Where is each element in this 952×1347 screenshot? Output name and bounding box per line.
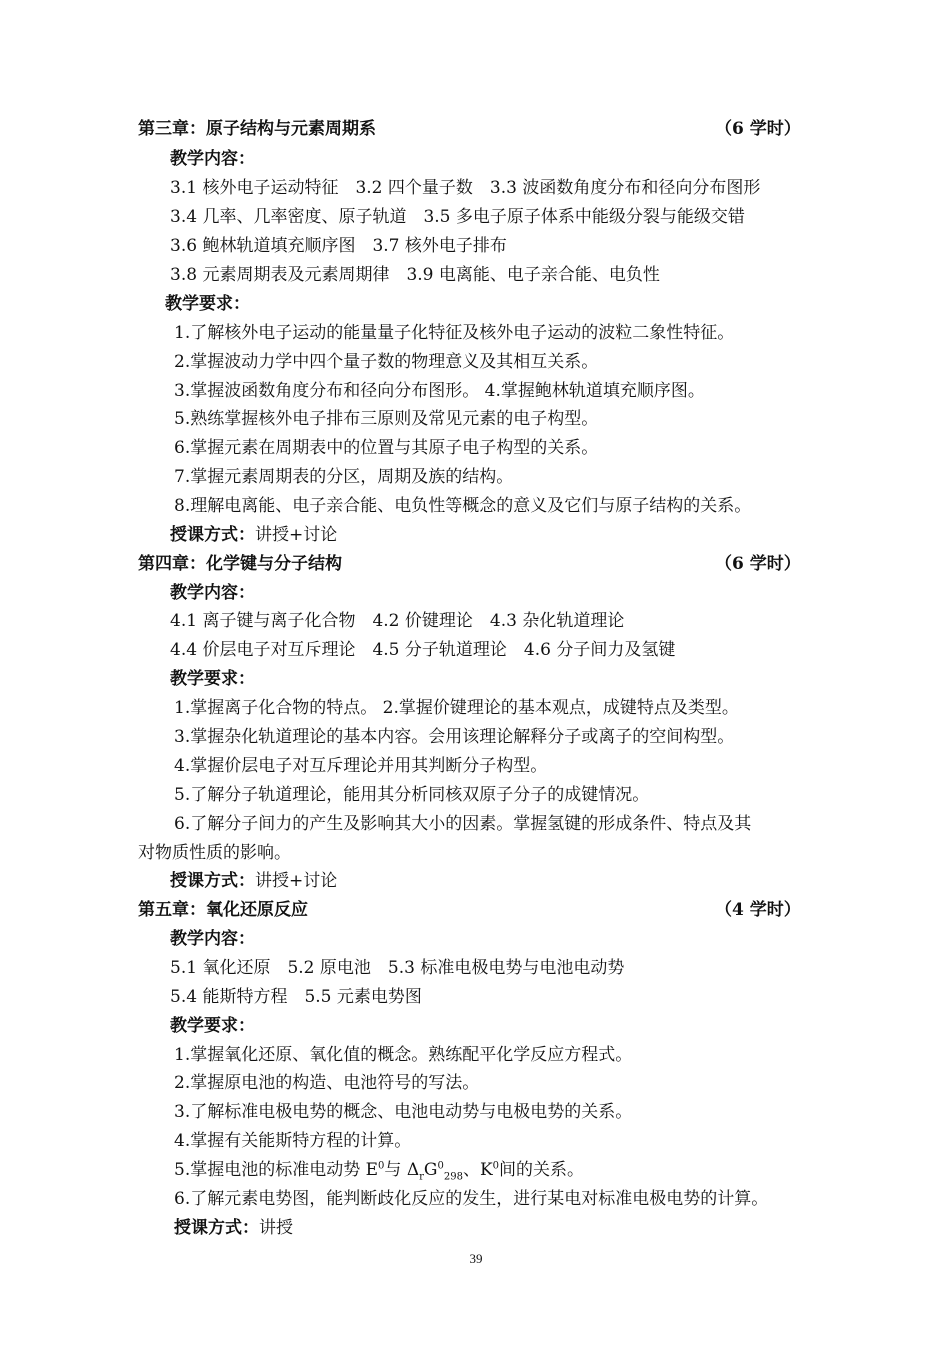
chapter-4-requirement-continuation: 对物质性质的影响。 bbox=[138, 843, 291, 863]
formula-mid3: 、K bbox=[462, 1160, 493, 1180]
formula-mid1: 与 Δ bbox=[384, 1160, 420, 1180]
formula-sup-e: 0 bbox=[378, 1160, 385, 1172]
chapter-5-requirement-formula bbox=[174, 1159, 584, 1181]
page-number: 39 bbox=[469, 1251, 483, 1266]
chapter-4-requirement: 4.掌握价层电子对互斥理论并用其判断分子构型。 bbox=[174, 756, 548, 776]
chapter-4-content-line: 4.4 价层电子对互斥理论 4.5 分子轨道理论 4.6 分子间力及氢键 bbox=[170, 640, 676, 660]
formula-sub-r: r bbox=[419, 1171, 424, 1183]
chapter-5-requirements-label: 教学要求： bbox=[170, 1016, 255, 1036]
chapter-4-requirement: 6.了解分子间力的产生及影响其大小的因素。掌握氢键的形成条件、特点及其 bbox=[174, 814, 752, 834]
chapter-3-content-line: 3.6 鲍林轨道填充顺序图 3.7 核外电子排布 bbox=[170, 236, 507, 256]
chapter-3-method bbox=[170, 524, 337, 546]
chapter-4-content-label: 教学内容： bbox=[170, 583, 255, 603]
formula-sup-k: 0 bbox=[492, 1160, 500, 1172]
chapter-4-method-label: 授课方式： bbox=[170, 871, 255, 891]
chapter-5-content-label: 教学内容： bbox=[170, 929, 255, 949]
chapter-5-method-label: 授课方式： bbox=[174, 1218, 259, 1238]
chapter-3-title: 第三章：原子结构与元素周期系 bbox=[138, 119, 376, 139]
chapter-5-title: 第五章：氧化还原反应 bbox=[138, 900, 308, 920]
formula-sub-298: 298 bbox=[443, 1171, 463, 1183]
chapter-3-hours: （6 学时） bbox=[715, 119, 801, 139]
chapter-5-content-line: 5.1 氧化还原 5.2 原电池 5.3 标准电极电势与电池电动势 bbox=[170, 958, 625, 978]
chapter-5-requirement: 4.掌握有关能斯特方程的计算。 bbox=[174, 1131, 412, 1151]
chapter-5-requirement: 6.了解元素电势图，能判断歧化反应的发生，进行某电对标准电极电势的计算。 bbox=[174, 1189, 769, 1209]
chapter-3-method-value: 讲授+讨论 bbox=[255, 525, 338, 545]
formula-prefix: 5.掌握电池的标准电动势 E bbox=[174, 1160, 379, 1180]
chapter-5-method bbox=[174, 1217, 293, 1239]
chapter-5-hours: （4 学时） bbox=[715, 900, 801, 920]
chapter-3-requirement: 3.掌握波函数角度分布和径向分布图形。 4.掌握鲍林轨道填充顺序图。 bbox=[174, 381, 705, 401]
formula-mid2: G bbox=[423, 1160, 438, 1180]
chapter-4-requirement: 5.了解分子轨道理论，能用其分析同核双原子分子的成键情况。 bbox=[174, 785, 650, 805]
chapter-3-requirement: 1.了解核外电子运动的能量量子化特征及核外电子运动的波粒二象性特征。 bbox=[174, 323, 735, 343]
chapter-4-method bbox=[170, 870, 337, 892]
chapter-3-requirement: 5.熟练掌握核外电子排布三原则及常见元素的电子构型。 bbox=[174, 409, 599, 429]
chapter-3-content-line: 3.4 几率、几率密度、原子轨道 3.5 多电子原子体系中能级分裂与能级交错 bbox=[170, 207, 745, 227]
chapter-4-requirements-label: 教学要求： bbox=[170, 669, 255, 689]
chapter-3-content-line: 3.8 元素周期表及元素周期律 3.9 电离能、电子亲合能、电负性 bbox=[170, 265, 660, 285]
chapter-5-requirement: 1.掌握氧化还原、氧化值的概念。熟练配平化学反应方程式。 bbox=[174, 1045, 633, 1065]
chapter-5-requirement: 2.掌握原电池的构造、电池符号的写法。 bbox=[174, 1073, 480, 1093]
chapter-3-requirements-label: 教学要求： bbox=[165, 294, 250, 314]
formula-sup-g: 0 bbox=[437, 1160, 444, 1172]
chapter-3-requirement: 6.掌握元素在周期表中的位置与其原子电子构型的关系。 bbox=[174, 438, 599, 458]
chapter-4-title: 第四章：化学键与分子结构 bbox=[138, 554, 342, 574]
chapter-3-requirement: 8.理解电离能、电子亲合能、电负性等概念的意义及它们与原子结构的关系。 bbox=[174, 496, 752, 516]
chapter-5-method-value: 讲授 bbox=[259, 1218, 293, 1238]
chapter-3-requirement: 7.掌握元素周期表的分区，周期及族的结构。 bbox=[174, 467, 514, 487]
formula-suffix: 间的关系。 bbox=[499, 1160, 585, 1180]
chapter-5-requirement: 3.了解标准电极电势的概念、电池电动势与电极电势的关系。 bbox=[174, 1102, 633, 1122]
chapter-4-hours: （6 学时） bbox=[715, 554, 801, 574]
chapter-3-requirement: 2.掌握波动力学中四个量子数的物理意义及其相互关系。 bbox=[174, 352, 599, 372]
chapter-3-content-label: 教学内容： bbox=[170, 149, 255, 169]
chapter-3-content-line: 3.1 核外电子运动特征 3.2 四个量子数 3.3 波函数角度分布和径向分布图形 bbox=[170, 178, 761, 198]
chapter-4-method-value: 讲授+讨论 bbox=[255, 871, 338, 891]
chapter-5-content-line: 5.4 能斯特方程 5.5 元素电势图 bbox=[170, 987, 422, 1007]
chapter-4-requirement: 3.掌握杂化轨道理论的基本内容。会用该理论解释分子或离子的空间构型。 bbox=[174, 727, 735, 747]
chapter-3-method-label: 授课方式： bbox=[170, 525, 255, 545]
chapter-4-requirement: 1.掌握离子化合物的特点。 2.掌握价键理论的基本观点，成键特点及类型。 bbox=[174, 698, 739, 718]
chapter-4-content-line: 4.1 离子键与离子化合物 4.2 价键理论 4.3 杂化轨道理论 bbox=[170, 611, 625, 631]
